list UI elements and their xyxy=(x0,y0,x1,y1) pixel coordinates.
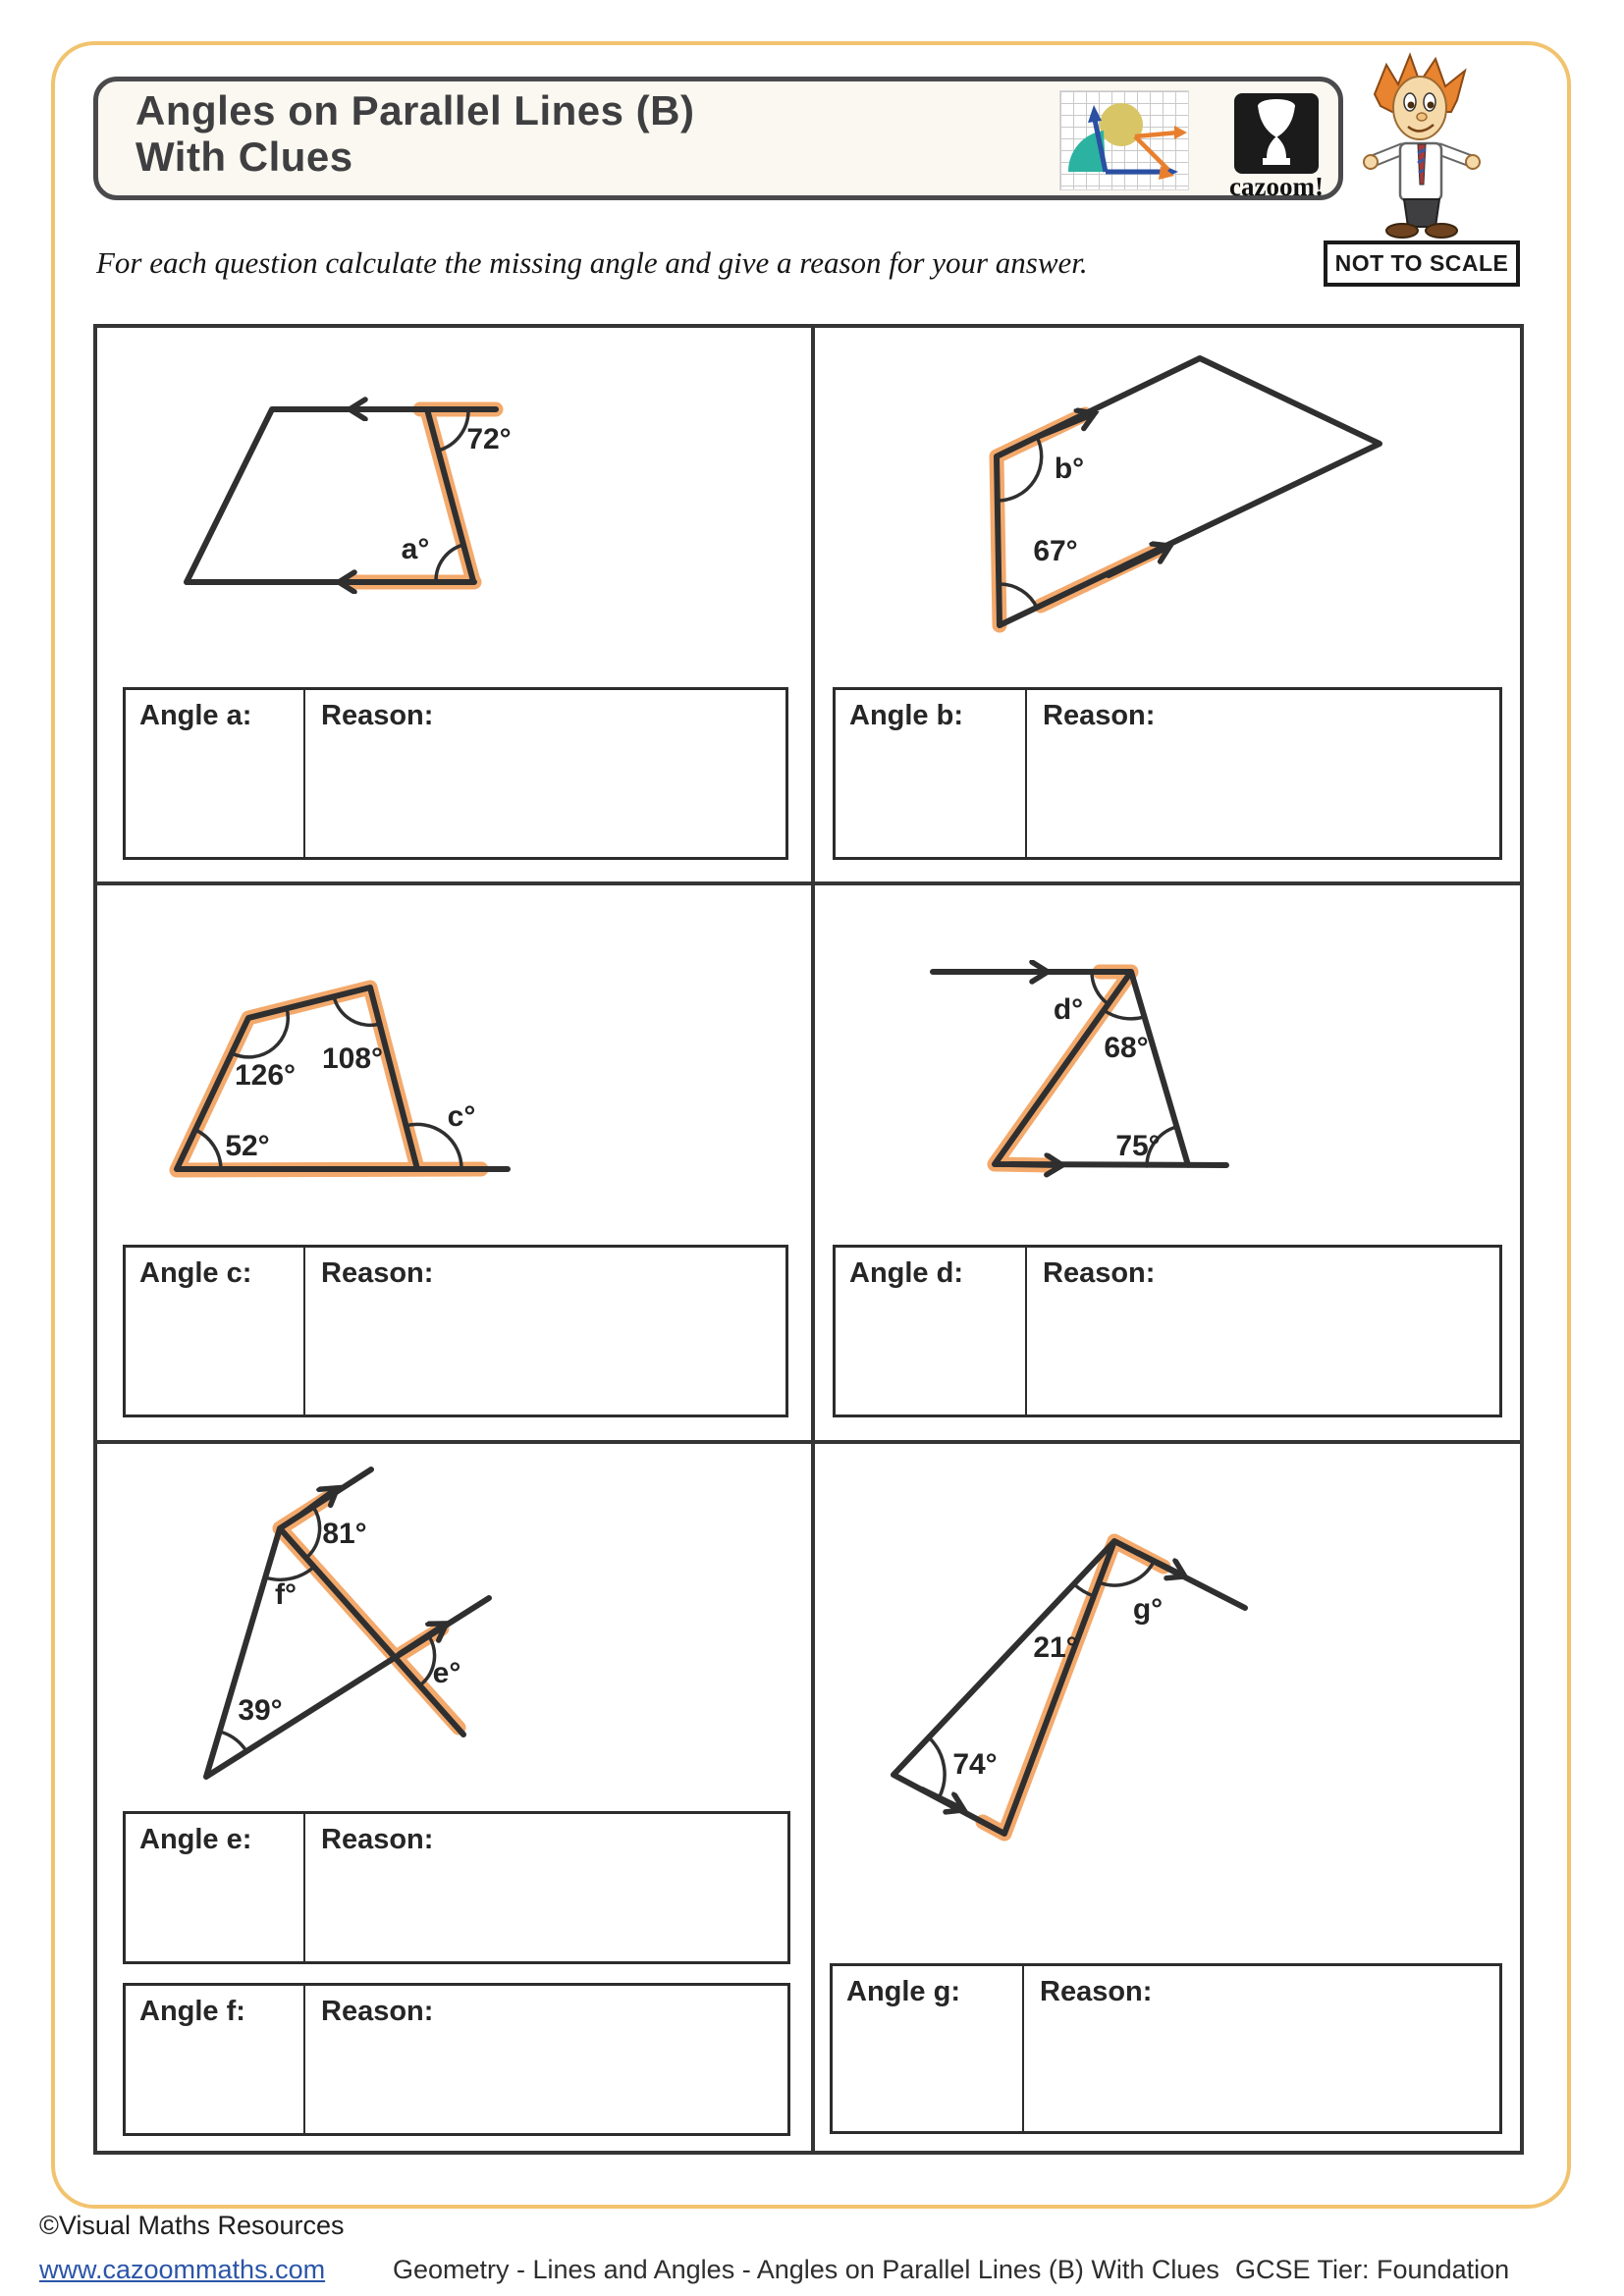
angle-label-cell: Angle g: xyxy=(833,1966,1024,2131)
angle-label: 126° xyxy=(234,1059,297,1092)
angle-label: f° xyxy=(275,1578,297,1611)
icon-orange-lines xyxy=(1135,133,1178,170)
answer-box-g xyxy=(830,1963,1502,2134)
mascot-character xyxy=(1361,51,1483,240)
not-to-scale-badge: NOT TO SCALE xyxy=(1324,240,1520,287)
angle-label: 68° xyxy=(1104,1032,1149,1064)
angle-label-cell: Angle d: xyxy=(836,1248,1027,1415)
angle-label: e° xyxy=(432,1657,461,1689)
answer-box-b xyxy=(833,687,1502,860)
reason-label-cell: Reason: xyxy=(1043,700,1156,731)
angle-label: 21° xyxy=(1033,1631,1078,1664)
parallel-arrow-bottom xyxy=(1109,547,1168,575)
mascot-pants xyxy=(1404,199,1439,227)
angle-label: 108° xyxy=(321,1042,384,1075)
reason-label-cell: Reason: xyxy=(1040,1976,1153,2007)
page-title-line2: With Clues xyxy=(135,133,353,181)
answer-box-f xyxy=(123,1983,790,2136)
geometry-chart-icon xyxy=(1060,91,1188,189)
answer-box-d xyxy=(833,1245,1502,1417)
angle-label: a° xyxy=(401,533,430,565)
instruction-text: For each question calculate the missing angle and give a reason for your answer. xyxy=(96,245,1088,280)
shape-lines xyxy=(893,1541,1245,1834)
angle-label: b° xyxy=(1054,453,1085,485)
angle-label-cell: Angle f: xyxy=(126,1986,305,2133)
cazoom-logo-text: cazoom! xyxy=(1229,172,1324,201)
angle-label: 39° xyxy=(238,1694,283,1727)
shape-lines xyxy=(997,358,1380,625)
footer-description: Geometry - Lines and Angles - Angles on Parallel Lines (B) With Clues xyxy=(393,2255,1219,2284)
angle-label: d° xyxy=(1053,993,1084,1026)
reason-label-cell: Reason: xyxy=(321,1824,434,1855)
angle-label: c° xyxy=(447,1100,476,1133)
answer-box-a xyxy=(123,687,788,860)
angle-label: 67° xyxy=(1033,535,1078,567)
angle-label: 72° xyxy=(466,423,512,455)
angle-label-cell: Angle c: xyxy=(126,1248,305,1415)
reason-label-cell: Reason: xyxy=(321,1257,434,1289)
shape-lines xyxy=(187,409,496,582)
footer-copyright: ©Visual Maths Resources xyxy=(39,2211,345,2240)
page-title-line1: Angles on Parallel Lines (B) xyxy=(135,87,695,133)
angle-label: 81° xyxy=(322,1518,367,1550)
parallel-highlight xyxy=(280,1499,459,1728)
footer-tier: GCSE Tier: Foundation xyxy=(1235,2255,1510,2284)
cazoom-logo-icon xyxy=(1234,93,1319,174)
reason-label-cell: Reason: xyxy=(321,1996,434,2027)
angle-label-cell: Angle a: xyxy=(126,690,305,857)
angle-label: 75° xyxy=(1115,1130,1161,1162)
answer-box-e xyxy=(123,1811,790,1964)
answer-box-c xyxy=(123,1245,788,1417)
reason-label-cell: Reason: xyxy=(321,700,434,731)
angle-label-cell: Angle b: xyxy=(836,690,1027,857)
reason-label-cell: Reason: xyxy=(1043,1257,1156,1289)
title-banner xyxy=(93,77,1343,200)
angle-label: 74° xyxy=(952,1748,998,1781)
angle-label: g° xyxy=(1132,1593,1164,1626)
angle-label: 52° xyxy=(225,1130,270,1162)
parallel-arrow-bottom xyxy=(1010,1164,1060,1165)
angle-label-cell: Angle e: xyxy=(126,1814,305,1961)
footer-link[interactable]: www.cazoommaths.com xyxy=(39,2255,326,2284)
page-title xyxy=(135,87,694,181)
